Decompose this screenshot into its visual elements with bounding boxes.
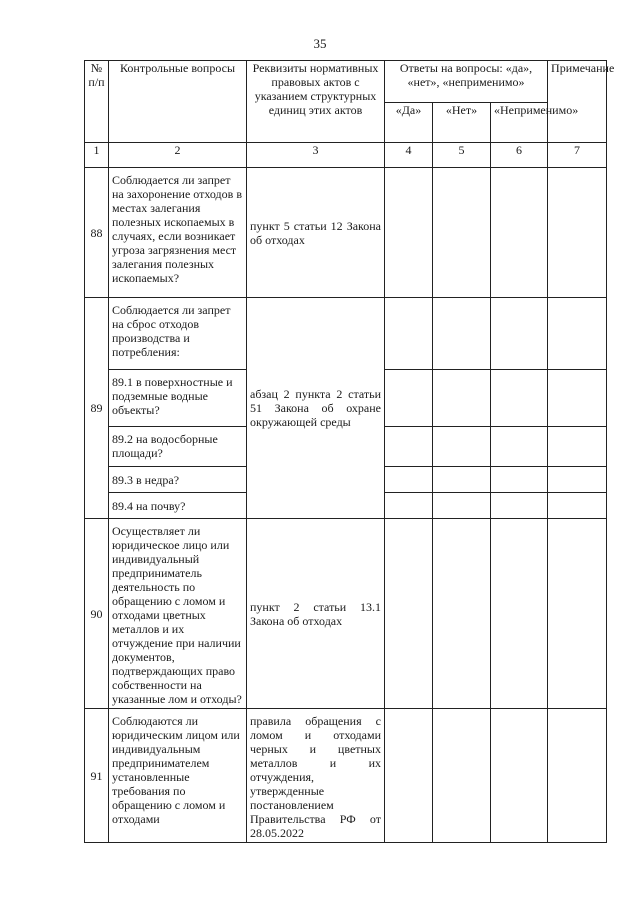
column-number: 5 (433, 143, 491, 168)
answer-yes-cell[interactable] (385, 519, 433, 709)
row-number: 91 (85, 709, 109, 843)
header-yes: «Да» (385, 103, 433, 143)
answer-yes-cell[interactable] (385, 709, 433, 843)
header-notes: Примечание (548, 61, 607, 143)
answer-na-cell[interactable] (491, 427, 548, 467)
requisites-text: пункт 2 статьи 13.1 Закона об отходах (247, 519, 385, 709)
requisites-text: правила обращения с ломом и отходами черных и цветных металлов и их отчуждения, утвержденные постановлением Правительства РФ от 28.05.2022 (247, 709, 385, 843)
sub-question-text: 89.3 в недра? (109, 467, 247, 493)
answer-na-cell[interactable] (491, 370, 548, 427)
answer-no-cell[interactable] (433, 519, 491, 709)
checklist-table (84, 60, 615, 843)
row-number: 89 (85, 298, 109, 519)
table-row (85, 709, 607, 843)
requisites-text: пункт 5 статьи 12 Закона об отходах (247, 168, 385, 298)
column-number: 1 (85, 143, 109, 168)
answer-no-cell[interactable] (433, 467, 491, 493)
table-row (85, 298, 607, 370)
question-text: Осуществляет ли юридическое лицо или индивидуальный предприниматель деятельность по обращению с ломом и отходами цветных металлов и их отчуждение при наличии документов, подтверждающих право собственности на указанные лом и отходы? (109, 519, 247, 709)
requisites-text: абзац 2 пункта 2 статьи 51 Закона об охране окружающей среды (247, 298, 385, 519)
row-number: 88 (85, 168, 109, 298)
answer-no-cell[interactable] (433, 298, 491, 370)
notes-cell[interactable] (548, 467, 607, 493)
answer-na-cell[interactable] (491, 519, 548, 709)
header-answers: Ответы на вопросы: «да», «нет», «неприменимо» (385, 61, 548, 103)
answer-yes-cell[interactable] (385, 467, 433, 493)
header-no: «Нет» (433, 103, 491, 143)
sub-question-text: 89.4 на почву? (109, 493, 247, 519)
page-number: 35 (313, 36, 327, 51)
answer-no-cell[interactable] (433, 168, 491, 298)
answer-yes-cell[interactable] (385, 493, 433, 519)
column-number: 7 (548, 143, 607, 168)
column-number: 2 (109, 143, 247, 168)
notes-cell[interactable] (548, 298, 607, 370)
table-row (85, 519, 607, 709)
column-number: 3 (247, 143, 385, 168)
answer-yes-cell[interactable] (385, 168, 433, 298)
answer-na-cell[interactable] (491, 298, 548, 370)
header-num: № п/п (85, 61, 109, 143)
header-na: «Неприменимо» (491, 103, 548, 143)
column-number: 6 (491, 143, 548, 168)
notes-cell[interactable] (548, 370, 607, 427)
answer-na-cell[interactable] (491, 168, 548, 298)
column-number: 4 (385, 143, 433, 168)
answer-no-cell[interactable] (433, 427, 491, 467)
answer-yes-cell[interactable] (385, 298, 433, 370)
notes-cell[interactable] (548, 168, 607, 298)
row-number: 90 (85, 519, 109, 709)
notes-cell[interactable] (548, 519, 607, 709)
sub-question-text: 89.2 на водосборные площади? (109, 427, 247, 467)
question-text: Соблюдается ли запрет на захоронение отходов в местах залегания полезных ископаемых в случаях, если возникает угроза загрязнения мест залегания полезных ископаемых? (109, 168, 247, 298)
header-questions: Контрольные вопросы (109, 61, 247, 143)
table-row (85, 168, 607, 298)
answer-na-cell[interactable] (491, 467, 548, 493)
question-text: Соблюдается ли запрет на сброс отходов производства и потребления: (109, 298, 247, 370)
answer-no-cell[interactable] (433, 709, 491, 843)
answer-no-cell[interactable] (433, 370, 491, 427)
answer-na-cell[interactable] (491, 493, 548, 519)
sub-question-text: 89.1 в поверхностные и подземные водные объекты? (109, 370, 247, 427)
answer-yes-cell[interactable] (385, 370, 433, 427)
answer-yes-cell[interactable] (385, 427, 433, 467)
question-text: Соблюдаются ли юридическим лицом или индивидуальным предпринимателем установленные требования по обращению с ломом и отходами (109, 709, 247, 843)
notes-cell[interactable] (548, 427, 607, 467)
header-requisites: Реквизиты нормативных правовых актов с указанием структурных единиц этих актов (247, 61, 385, 143)
answer-no-cell[interactable] (433, 493, 491, 519)
answer-na-cell[interactable] (491, 709, 548, 843)
notes-cell[interactable] (548, 709, 607, 843)
notes-cell[interactable] (548, 493, 607, 519)
